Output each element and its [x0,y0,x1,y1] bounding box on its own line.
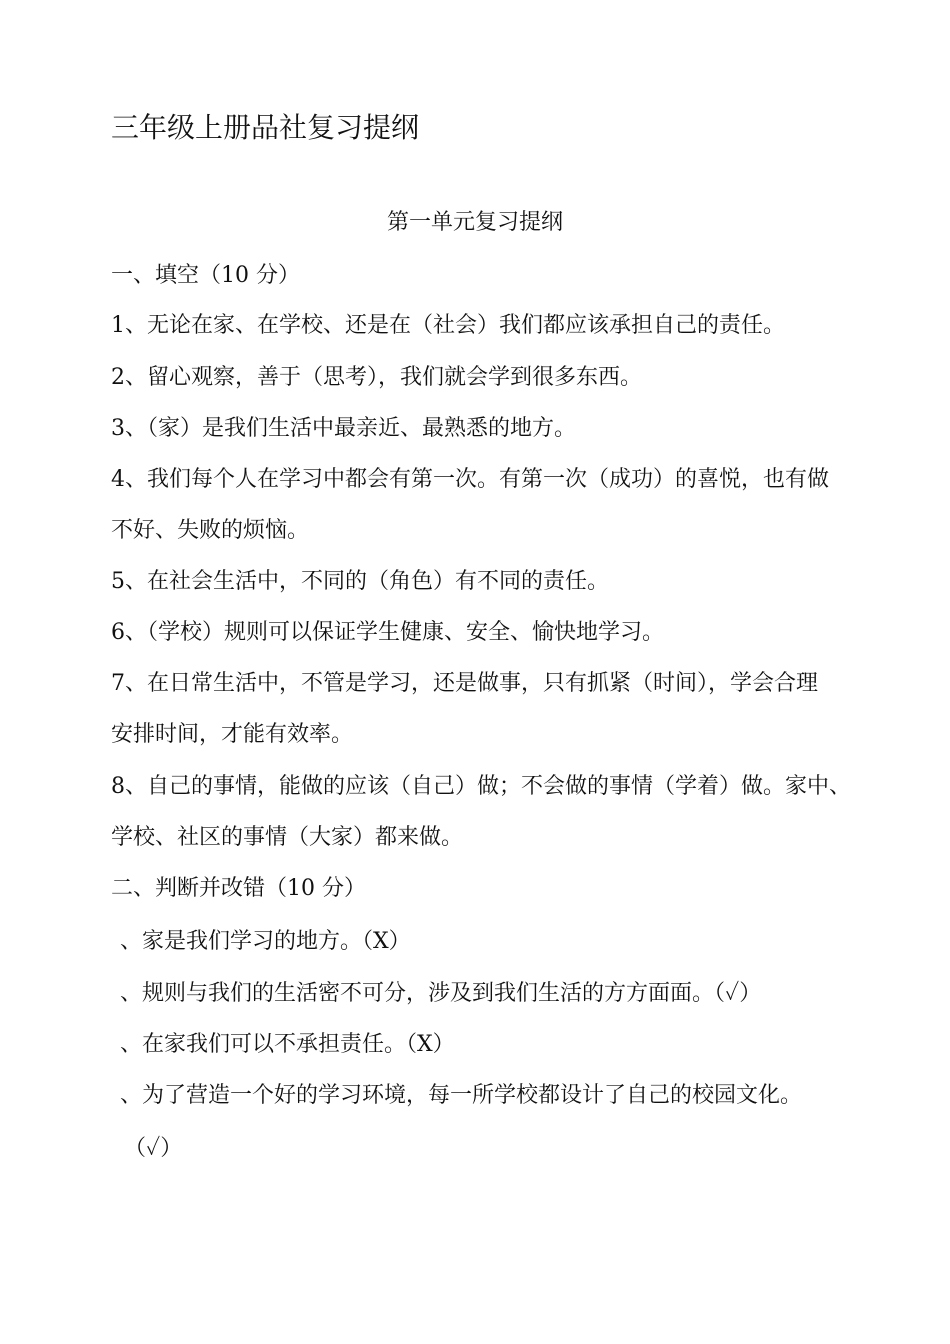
fill-blank-line: 1、无论在家、在学校、还是在（社会）我们都应该承担自己的责任。 [111,313,785,338]
judgement-line: 、规则与我们的生活密不可分，涉及到我们生活的方方面面。（✓） [120,981,762,1006]
section-heading-fill-blank: 一、填空（10 分） [111,263,300,288]
fill-blank-line: 4、我们每个人在学习中都会有第一次。有第一次（成功）的喜悦，也有做 [111,467,829,492]
fill-blank-line: 学校、社区的事情（大家）都来做。 [111,825,464,850]
fill-blank-line: 3、（家）是我们生活中最亲近、最熟悉的地方。 [111,416,576,441]
judgement-line: 、家是我们学习的地方。（X） [120,929,411,954]
fill-blank-line: 7、在日常生活中，不管是学习，还是做事，只有抓紧（时间），学会合理 [111,671,818,696]
fill-blank-line: 5、在社会生活中，不同的（角色）有不同的责任。 [111,569,609,594]
fill-blank-line: 8、自己的事情，能做的应该（自己）做；不会做的事情（学着）做。家中、 [111,774,851,799]
document-title: 三年级上册品社复习提纲 [111,111,420,144]
unit-title: 第一单元复习提纲 [386,210,563,235]
judgement-line: 、为了营造一个好的学习环境，每一所学校都设计了自己的校园文化。 [120,1083,803,1108]
section-heading-judgement: 二、判断并改错（10 分） [111,876,366,901]
fill-blank-line: 2、留心观察，善于（思考），我们就会学到很多东西。 [111,365,642,390]
fill-blank-line: 安排时间，才能有效率。 [111,722,354,747]
judgement-line: （✓） [124,1136,183,1161]
fill-blank-line: 6、（学校）规则可以保证学生健康、安全、愉快地学习。 [111,620,664,645]
fill-blank-line: 不好、失败的烦恼。 [111,518,310,543]
judgement-line: 、在家我们可以不承担责任。（X） [120,1032,455,1057]
